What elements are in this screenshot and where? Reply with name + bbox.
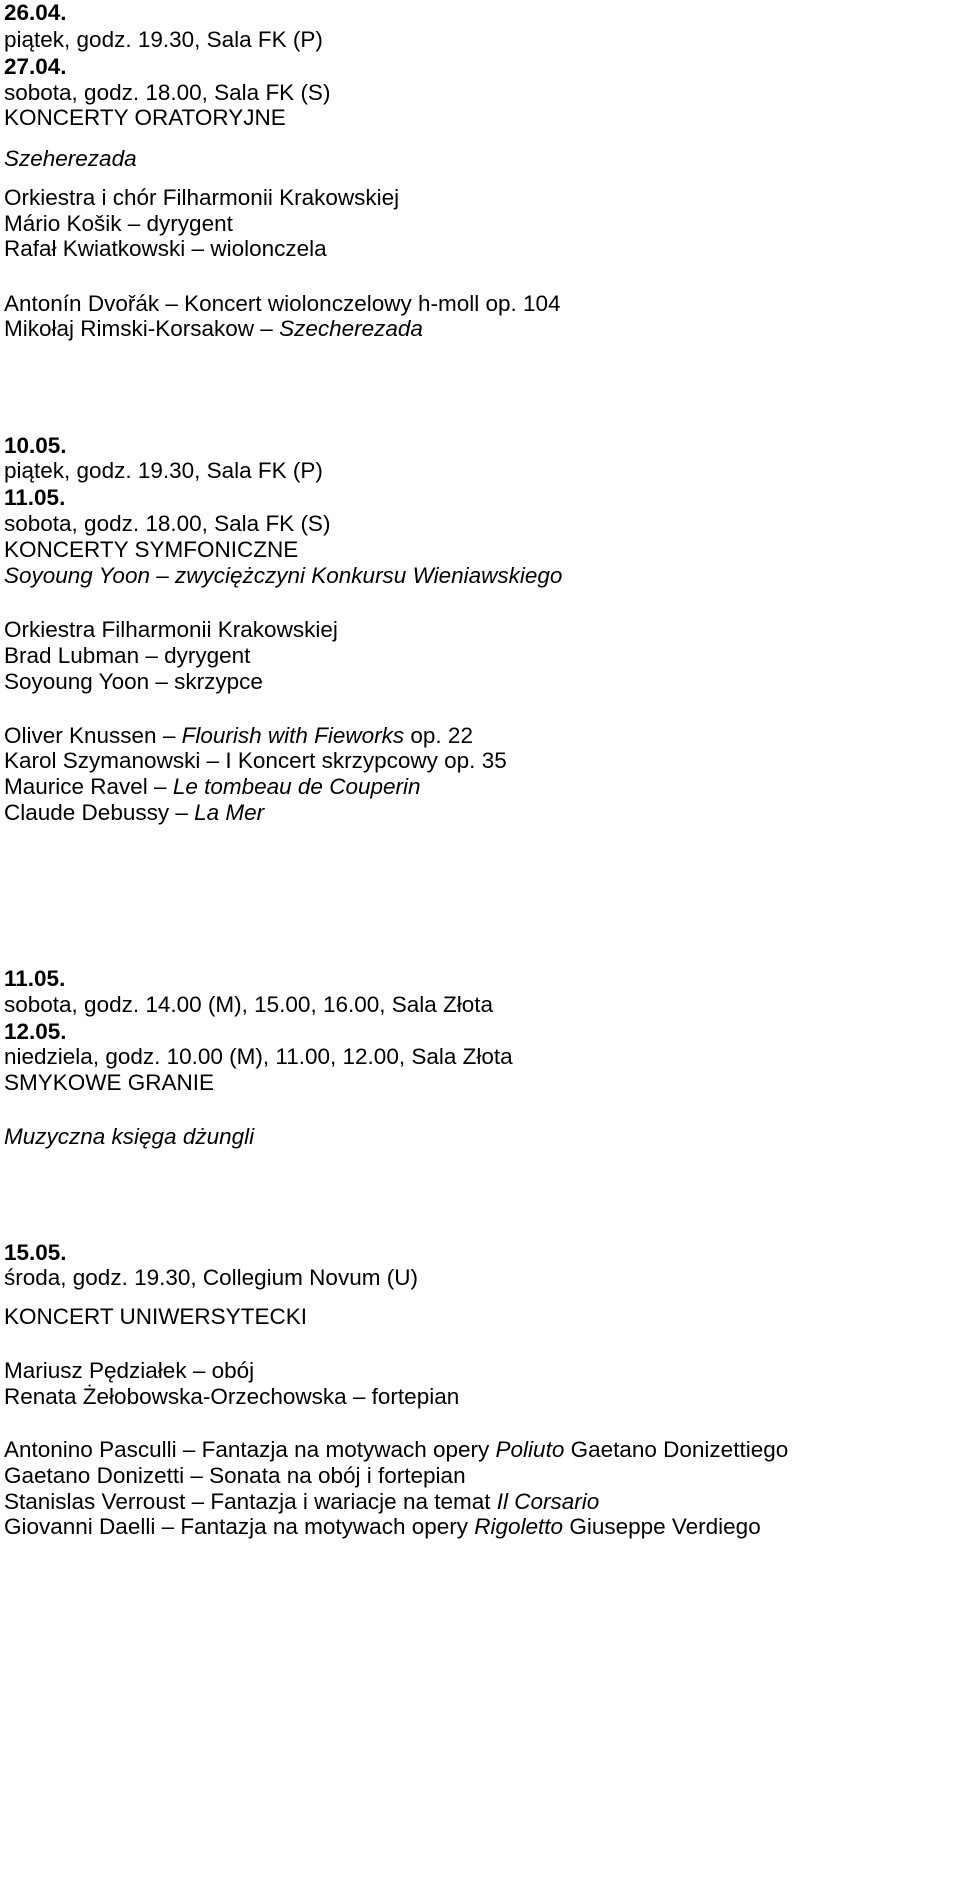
program-opera-title: Il Corsario <box>496 1489 600 1514</box>
performer-line: Mário Košik – dyrygent <box>4 211 233 236</box>
program-work-rest: Gaetano Donizettiego <box>564 1437 789 1462</box>
program-composer: Mikołaj Rimski-Korsakow – <box>4 316 280 341</box>
performer-line: Mariusz Pędziałek – obój <box>4 1358 255 1383</box>
program-line <box>4 748 507 774</box>
program-composer: Antonino Pasculli – <box>4 1437 202 1462</box>
program-line <box>4 1437 788 1463</box>
performer-line: Renata Żełobowska-Orzechowska – fortepian <box>4 1384 460 1409</box>
event-series: SMYKOWE GRANIE <box>4 1070 215 1095</box>
program-composer: Claude Debussy – <box>4 800 195 825</box>
program-work-title: La Mer <box>194 800 265 825</box>
program-work-rest: Giuseppe Verdiego <box>563 1514 761 1539</box>
program-line <box>4 316 423 342</box>
performer-line: Orkiestra i chór Filharmonii Krakowskiej <box>4 185 400 210</box>
program-opera-title: Poliuto <box>495 1437 565 1462</box>
program-line <box>4 800 264 826</box>
event-series: KONCERT UNIWERSYTECKI <box>4 1304 307 1329</box>
event-date: 10.05. <box>4 433 67 458</box>
program-composer: Gaetano Donizetti – <box>4 1463 210 1488</box>
performer-line: Rafał Kwiatkowski – wiolonczela <box>4 236 327 261</box>
event-title: Soyoung Yoon – zwyciężczyni Konkursu Wieniawskiego <box>4 563 563 588</box>
program-composer: Antonín Dvořák – <box>4 291 185 316</box>
event-time: środa, godz. 19.30, Collegium Novum (U) <box>4 1265 418 1290</box>
performer-line: Orkiestra Filharmonii Krakowskiej <box>4 617 338 642</box>
program-work: Koncert wiolonczelowy h-moll op. 104 <box>184 291 561 316</box>
program-composer: Maurice Ravel – <box>4 774 173 799</box>
program-work: Szecherezada <box>279 316 423 341</box>
event-time: sobota, godz. 18.00, Sala FK (S) <box>4 80 331 105</box>
program-composer: Giovanni Daelli – <box>4 1514 181 1539</box>
program-work: Fantazja na motywach opery <box>180 1514 475 1539</box>
event-date: 15.05. <box>4 1240 67 1265</box>
program-line <box>4 1463 466 1489</box>
event-series: KONCERTY SYMFONICZNE <box>4 537 299 562</box>
program-line <box>4 1489 599 1515</box>
event-time: niedziela, godz. 10.00 (M), 11.00, 12.00, Sala Złota <box>4 1044 513 1069</box>
program-composer: Oliver Knussen – <box>4 723 182 748</box>
program-opera-title: Rigoletto <box>474 1514 564 1539</box>
program-work-title: Le tombeau de Couperin <box>172 774 421 799</box>
event-date: 12.05. <box>4 1019 67 1044</box>
event-title: Muzyczna księga dżungli <box>4 1124 255 1149</box>
event-time: sobota, godz. 14.00 (M), 15.00, 16.00, Sala Złota <box>4 992 494 1017</box>
program-composer: Karol Szymanowski – <box>4 748 226 773</box>
performer-line: Brad Lubman – dyrygent <box>4 643 251 668</box>
event-time: piątek, godz. 19.30, Sala FK (P) <box>4 27 323 52</box>
program-line <box>4 723 473 749</box>
event-time: sobota, godz. 18.00, Sala FK (S) <box>4 511 331 536</box>
program-work: Fantazja i wariacje na temat <box>210 1489 497 1514</box>
program-work: Fantazja na motywach opery <box>201 1437 496 1462</box>
event-time: piątek, godz. 19.30, Sala FK (P) <box>4 458 323 483</box>
event-date: 11.05. <box>4 485 66 510</box>
program-work-title: Flourish with Fieworks <box>181 723 405 748</box>
performer-line: Soyoung Yoon – skrzypce <box>4 669 263 694</box>
event-date: 26.04. <box>4 0 67 25</box>
program-line <box>4 774 421 800</box>
program-work-opus: op. 22 <box>404 723 473 748</box>
program-work: I Koncert skrzypcowy op. 35 <box>225 748 507 773</box>
event-title: Szeherezada <box>4 146 137 171</box>
event-date: 11.05. <box>4 966 66 991</box>
program-line <box>4 1514 761 1540</box>
event-date: 27.04. <box>4 54 67 79</box>
event-series: KONCERTY ORATORYJNE <box>4 105 286 130</box>
program-work: Sonata na obój i fortepian <box>209 1463 466 1488</box>
program-line <box>4 291 561 317</box>
program-composer: Stanislas Verroust – <box>4 1489 211 1514</box>
